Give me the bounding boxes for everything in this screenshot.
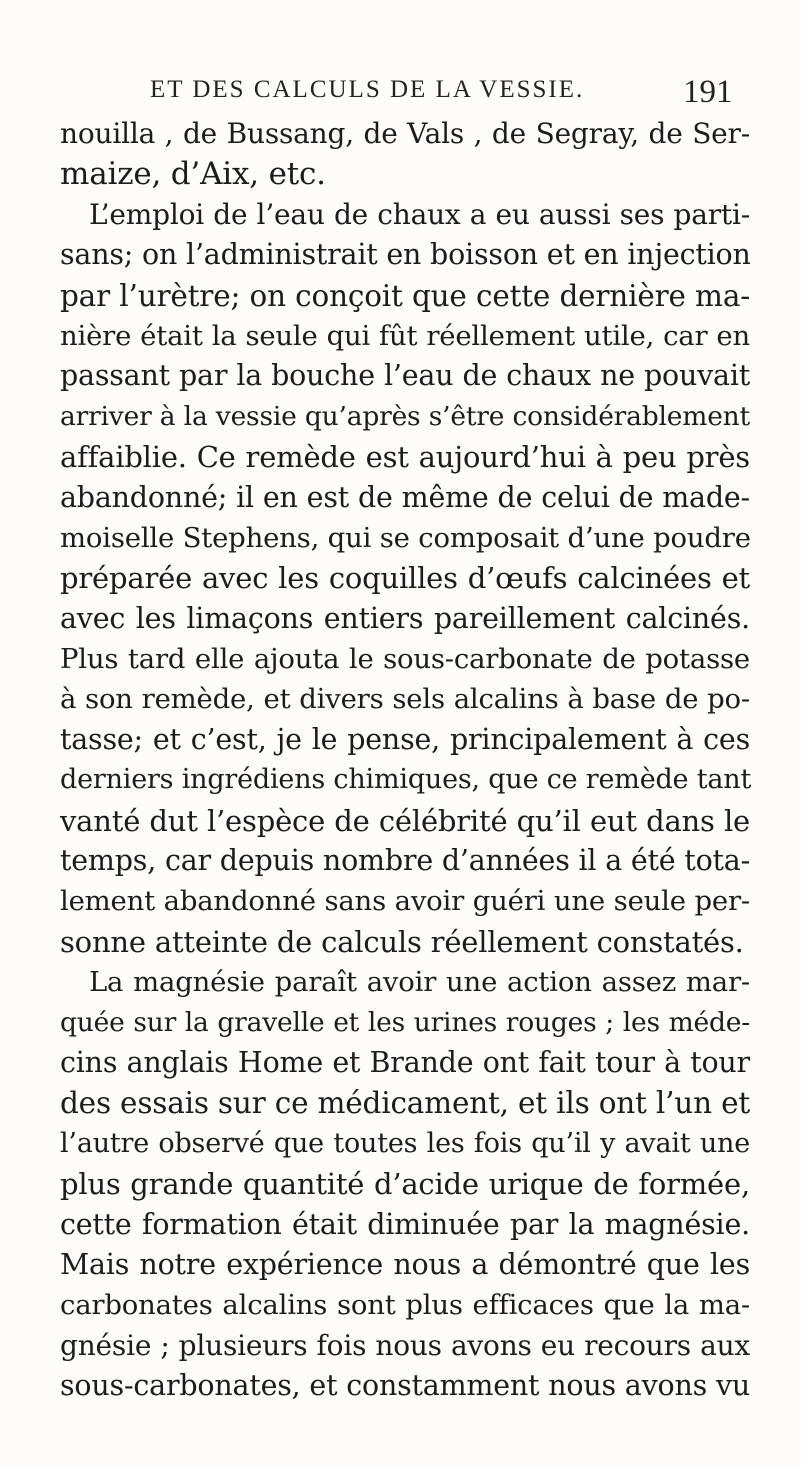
- text-line: sonne atteinte de calculs réellement constatés.: [60, 924, 744, 959]
- text-line: l’autre observé que toutes les fois qu’il y avait une: [60, 1127, 750, 1159]
- text-line: gnésie ; plusieurs fois nous avons eu recours aux: [60, 1328, 750, 1362]
- text-line: passant par la bouche l’eau de chaux ne pouvait: [60, 359, 750, 393]
- text-line: avec les limaçons entiers pareillement calcinés.: [60, 601, 750, 635]
- text-line: Mais notre expérience nous a démontré que les: [60, 1247, 750, 1281]
- text-line: nouilla , de Bussang, de Vals , de Segray, de Ser-: [60, 117, 750, 150]
- text-line: sans; on l’administrait en boisson et en injection: [60, 238, 751, 272]
- text-line: temps, car depuis nombre d’années il a été tota-: [60, 844, 750, 878]
- text-line: cette formation était diminuée par la magnésie.: [60, 1207, 750, 1241]
- text-line: quée sur la gravelle et les urines rouges ; les méde-: [60, 1006, 750, 1038]
- text-line: plus grande quantité d’acide urique de formée,: [60, 1167, 750, 1202]
- text-line: abandonné; il en est de même de celui de made-: [60, 480, 750, 514]
- text-line: Plus tard elle ajouta le sous-carbonate de potasse: [60, 643, 750, 676]
- paragraph-start-line: La magnésie paraît avoir une action assez mar-: [89, 966, 750, 999]
- text-line: affaiblie. Ce remède est aujourd’hui à peu près: [60, 440, 750, 475]
- text-line: sous-carbonates, et constamment nous avons vu: [60, 1369, 750, 1403]
- text-line: préparée avec les coquilles d’œufs calcinées et: [60, 561, 750, 596]
- text-line: maize, d’Aix, etc.: [60, 156, 326, 193]
- text-line: lement abandonné sans avoir guéri une seule per-: [60, 885, 750, 918]
- text-line: derniers ingrédiens chimiques, que ce remède tant: [60, 764, 752, 796]
- text-line: carbonates alcalins sont plus efficaces que la ma-: [60, 1289, 750, 1322]
- text-line: moiselle Stephens, qui se composait d’une poudre: [60, 521, 751, 554]
- running-title: ET DES CALCULS DE LA VESSIE.: [150, 76, 585, 103]
- body-text: [60, 114, 750, 1407]
- text-line: arriver à la vessie qu’après s’être considérablement: [60, 400, 750, 432]
- running-head: [0, 76, 801, 116]
- paragraph-start-line: L’emploi de l’eau de chaux a eu aussi ses parti-: [89, 197, 750, 231]
- text-line: des essais sur ce médicament, et ils ont l’un et: [60, 1086, 750, 1121]
- text-line: tasse; et c’est, je le pense, principalement à ces: [60, 722, 750, 756]
- text-line: vanté dut l’espèce de célébrité qu’il eut dans le: [60, 803, 750, 838]
- text-line: à son remède, et divers sels alcalins à base de po-: [60, 683, 750, 716]
- text-line: nière était la seule qui fût réellement utile, car en: [60, 319, 750, 352]
- text-line: cins anglais Home et Brande ont fait tour à tour: [60, 1045, 750, 1079]
- text-line: par l’urètre; on conçoit que cette dernière ma-: [60, 278, 750, 313]
- page-number: 191: [683, 74, 733, 110]
